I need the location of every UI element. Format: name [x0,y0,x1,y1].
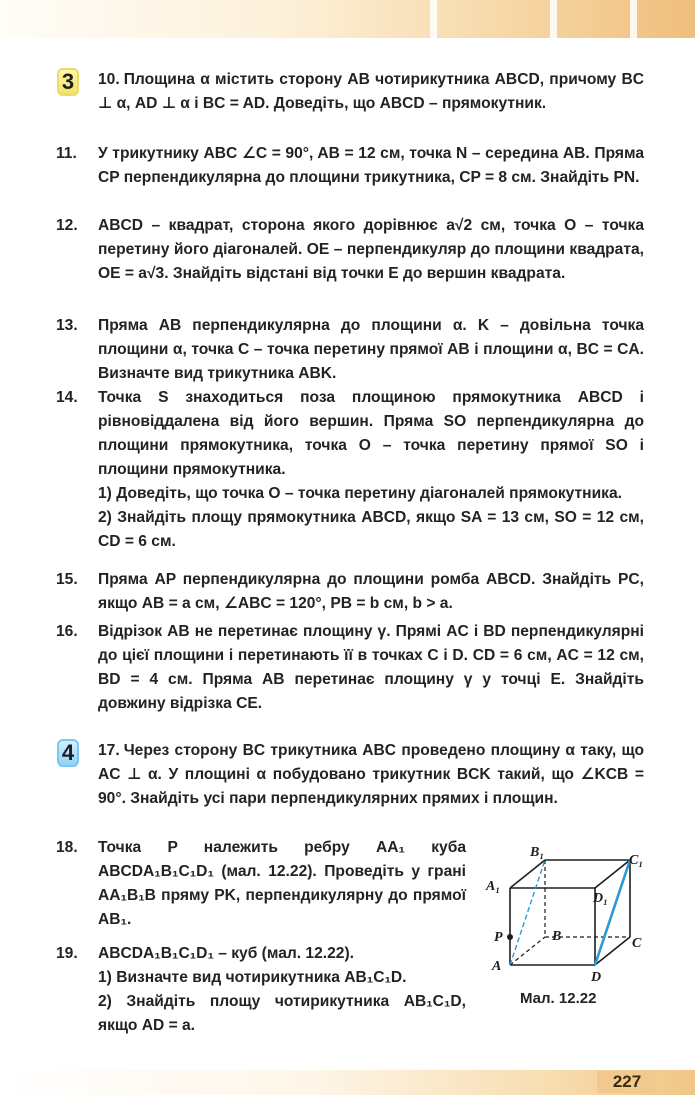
problem-number: 19. [56,945,78,962]
problem-text: Точка S знаходиться поза площиною прямокутника ABCD і рівновіддалена від його вершин. Пряма SO перпендикулярна до площини прямокутника, точка O – точка перетину прямої SO і площини прямокутника. [98,389,644,478]
label-b: B [552,929,562,944]
problem-number: 18. [56,839,78,856]
problem-13 [56,314,644,386]
header-stripe [550,0,557,38]
page-number: 227 [597,1071,657,1093]
label-a1: A₁ [486,879,501,894]
problem-14 [56,386,644,554]
problem-text: Площина α містить сторону AB чотирикутника ABCD, причому BC ⊥ α, AD ⊥ α і BC = AD. Доведіть, що ABCD – прямокутник. [98,71,644,112]
label-p: P [494,930,503,945]
hidden-edge-a-b [510,937,545,965]
label-d1: D₁ [593,891,608,906]
problem-number: 12. [56,217,78,234]
problem-part: 2) Знайдіть площу прямокутника ABCD, якщо SA = 13 см, SO = 12 см, CD = 6 см. [98,509,644,550]
header-band [0,0,695,38]
footer-band [0,1070,695,1095]
problem-number: 14. [56,389,78,406]
label-c: C [632,936,642,951]
problem-16 [56,620,644,716]
cube-figure [480,840,660,1000]
problem-part: 2) Знайдіть площу чотирикутника AB₁C₁D, якщо AD = a. [98,993,466,1034]
label-b1: B₁ [530,845,545,860]
problem-18 [56,836,466,932]
problem-number: 11. [56,145,77,162]
problem-number: 10. [98,71,120,88]
diagonal-c1-d [595,860,630,965]
problem-text: Через сторону BC трикутника ABC проведено площину α таку, що AC ⊥ α. У площині α побудовано трикутник BCK такий, що ∠KCB = 90°. Знайдіть усі пари перпендикулярних прямих і площин. [98,742,644,807]
problem-part: 1) Доведіть, що точка O – точка перетину діагоналей прямокутника. [98,485,622,502]
header-stripe [630,0,637,38]
problem-11 [56,142,644,190]
edge-a1-b1 [510,860,545,888]
problem-text: ABCDA₁B₁C₁D₁ – куб (мал. 12.22). [98,945,354,962]
label-a: A [492,959,502,974]
figure-caption: Мал. 12.22 [520,990,597,1007]
problem-12 [56,214,644,286]
problem-number: 15. [56,571,78,588]
problem-text: У трикутнику ABC ∠C = 90°, AB = 12 см, точка N – середина AB. Пряма CP перпендикулярна до площини трикутника, CP = 8 см. Знайдіть PN. [98,145,644,186]
problem-text: Точка P належить ребру AA₁ куба ABCDA₁B₁C₁D₁ (мал. 12.22). Проведіть у грані AA₁B₁B пряму PK, перпендикулярну до прямої AB₁. [98,839,466,928]
level-badge-4: 4 [57,739,79,767]
problem-19 [56,942,466,1038]
problem-number: 13. [56,317,78,334]
label-c1: C₁ [629,853,644,868]
problem-part: 1) Визначте вид чотирикутника AB₁C₁D. [98,969,407,986]
problem-10 [98,68,644,116]
level-badge-3: 3 [57,68,79,96]
problem-text: Пряма AB перпендикулярна до площини α. K – довільна точка площини α, точка C – точка перетину прямої AB і площини α, BC = CA. Визначте вид трикутника ABK. [98,317,644,382]
point-p [507,934,513,940]
problem-number: 17. [98,742,120,759]
header-stripe [430,0,437,38]
problem-text: Відрізок AB не перетинає площину γ. Прямі AC і BD перпендикулярні до цієї площини і перетинають її в точках C і D. CD = 6 см, AC = 12 см, BD = 4 см. Пряма AB перетинає площину γ у точці E. Знайдіть довжину відрізка CE. [98,623,644,712]
problem-text: Пряма AP перпендикулярна до площини ромба ABCD. Знайдіть PC, якщо AB = a см, ∠ABC = 120°, PB = b см, b > a. [98,571,644,612]
problem-text: ABCD – квадрат, сторона якого дорівнює a√2 см, точка O – точка перетину його діагоналей. OE – перпендикуляр до площини квадрата, OE = a√3. Знайдіть відстані від точки E до вершин квадрата. [98,217,644,282]
diagonal-a-b1 [510,860,545,965]
problem-number: 16. [56,623,78,640]
problem-15 [56,568,644,616]
problem-17 [98,739,644,811]
label-d: D [591,970,602,985]
